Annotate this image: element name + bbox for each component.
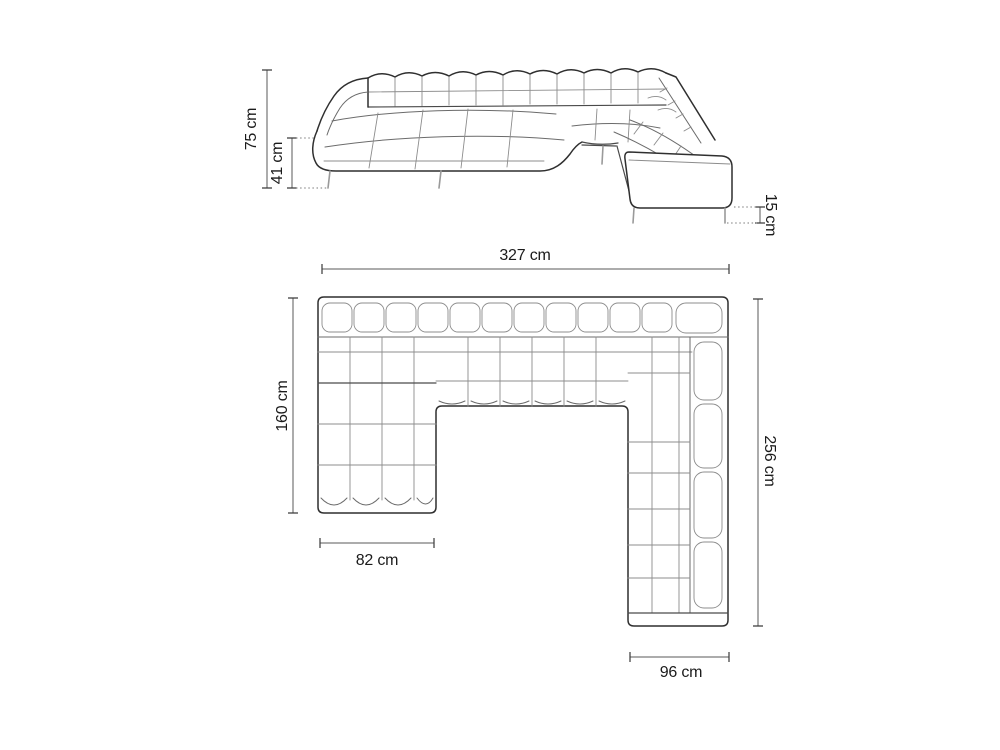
dim-label-total-height: 75 cm	[243, 107, 260, 151]
dim-label-left-side-depth: 160 cm	[274, 380, 291, 432]
dim-label-right-side-width: 96 cm	[659, 664, 703, 681]
elevation-left-arm	[317, 78, 368, 135]
plan-outline	[318, 297, 728, 626]
elevation-chaise	[313, 109, 582, 171]
elevation-corner-backrest	[659, 73, 715, 143]
dim-label-seat-height: 41 cm	[269, 141, 286, 185]
dim-label-chaise-width: 82 cm	[355, 552, 399, 569]
dim-label-right-side-depth: 256 cm	[761, 435, 778, 487]
dim-label-leg-height: 15 cm	[762, 193, 779, 237]
elevation-view	[262, 69, 765, 223]
dim-label-total-width: 327 cm	[499, 247, 551, 264]
elevation-right-arm	[625, 152, 732, 208]
plan-view	[288, 264, 763, 662]
elevation-backrest	[368, 69, 666, 107]
